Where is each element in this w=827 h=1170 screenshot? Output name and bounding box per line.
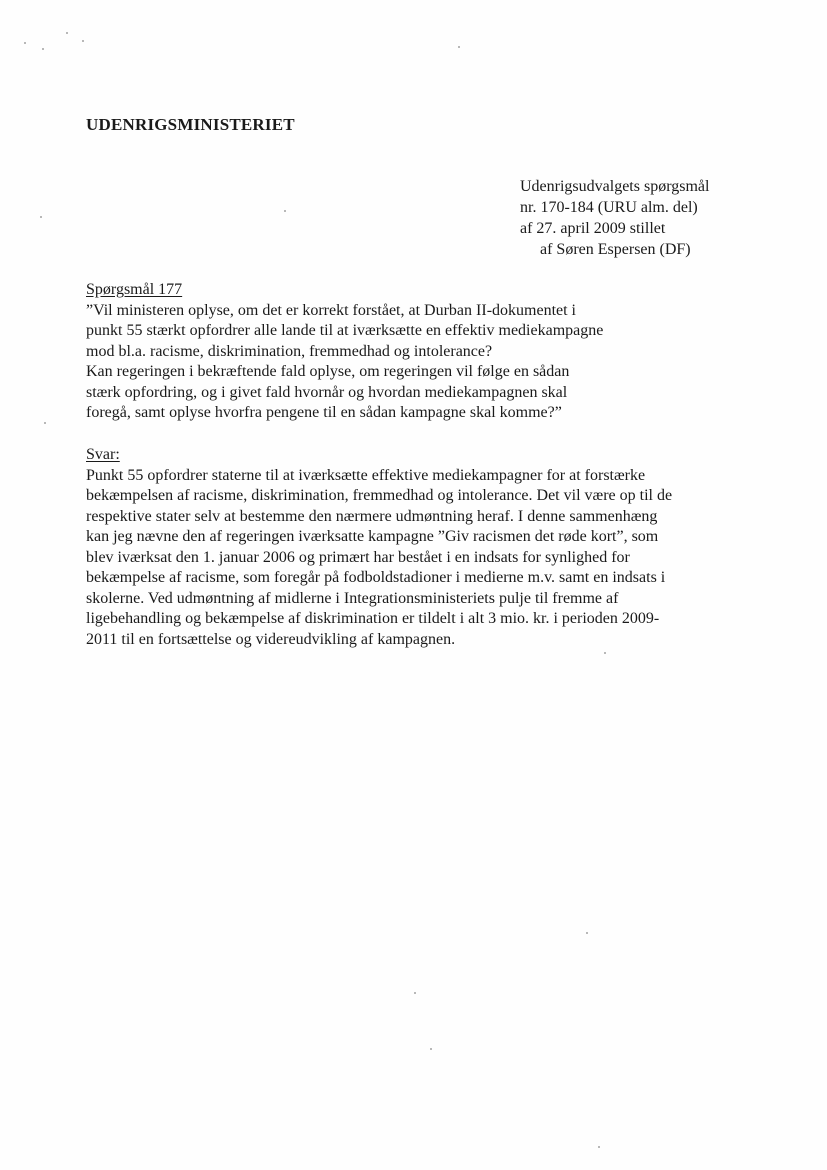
scan-speck <box>66 32 68 34</box>
answer-heading: Svar: <box>86 446 120 463</box>
scan-speck <box>598 1146 600 1148</box>
answer-line: skolerne. Ved udmøntning af midlerne i Integrationsministeriets pulje til fremme af <box>86 589 619 607</box>
answer-line: bekæmpelsen af racisme, diskrimination, fremmedhad og intolerance. Det vil være op til de <box>86 487 673 504</box>
answer-line: respektive stater selv at bestemme den nærmere udmøntning heraf. I denne sammenhæng <box>86 507 658 525</box>
question-reference <box>520 176 709 260</box>
answer-section <box>86 445 726 650</box>
question-line: Kan regeringen i bekræftende fald oplyse, om regeringen vil følge en sådan <box>86 363 570 380</box>
scan-speck <box>82 40 84 42</box>
answer-line: Punkt 55 opfordrer staterne til at iværksætte effektive mediekampagner for at forstærke <box>86 466 646 484</box>
answer-line: blev iværksat den 1. januar 2006 og primært har bestået i en indsats for synlighed for <box>86 548 630 566</box>
scan-speck <box>430 1048 432 1050</box>
answer-line: kan jeg nævne den af regeringen iværksatte kampagne ”Giv racismen det røde kort”, som <box>86 528 659 545</box>
reference-line: Udenrigsudvalgets spørgsmål <box>520 178 710 195</box>
question-line: foregå, samt oplyse hvorfra pengene til en sådan kampagne skal komme?” <box>86 404 562 421</box>
scan-speck <box>24 42 26 44</box>
question-line: punkt 55 stærkt opfordrer alle lande til at iværksætte en effektiv mediekampagne <box>86 322 604 339</box>
answer-line: ligebehandling og bekæmpelse af diskrimination er tildelt i alt 3 mio. kr. i perioden 2009- <box>86 610 660 627</box>
question-section <box>86 280 726 424</box>
reference-line: nr. 170-184 (URU alm. del) <box>520 199 698 216</box>
scan-speck <box>458 46 460 48</box>
question-line: stærk opfordring, og i givet fald hvornår og hvordan mediekampagnen skal <box>86 383 568 401</box>
question-line: ”Vil ministeren oplyse, om det er korrekt forstået, at Durban II-dokumentet i <box>86 301 576 319</box>
scan-speck <box>604 652 606 654</box>
answer-line: 2011 til en fortsættelse og videreudvikling af kampagnen. <box>86 630 456 648</box>
ministry-title: UDENRIGSMINISTERIET <box>86 115 295 134</box>
scan-speck <box>42 48 44 50</box>
answer-line: bekæmpelse af racisme, som foregår på fodboldstadioner i medierne m.v. samt en indsats i <box>86 569 666 586</box>
question-heading: Spørgsmål 177 <box>86 281 183 298</box>
scan-speck <box>586 932 588 934</box>
scan-speck <box>284 210 286 212</box>
scan-speck <box>40 216 42 218</box>
question-line: mod bl.a. racisme, diskrimination, fremmedhad og intolerance? <box>86 342 493 360</box>
reference-line: af Søren Espersen (DF) <box>540 241 691 258</box>
reference-line: af 27. april 2009 stillet <box>520 220 666 237</box>
scan-speck <box>44 422 46 424</box>
scan-speck <box>414 992 416 994</box>
